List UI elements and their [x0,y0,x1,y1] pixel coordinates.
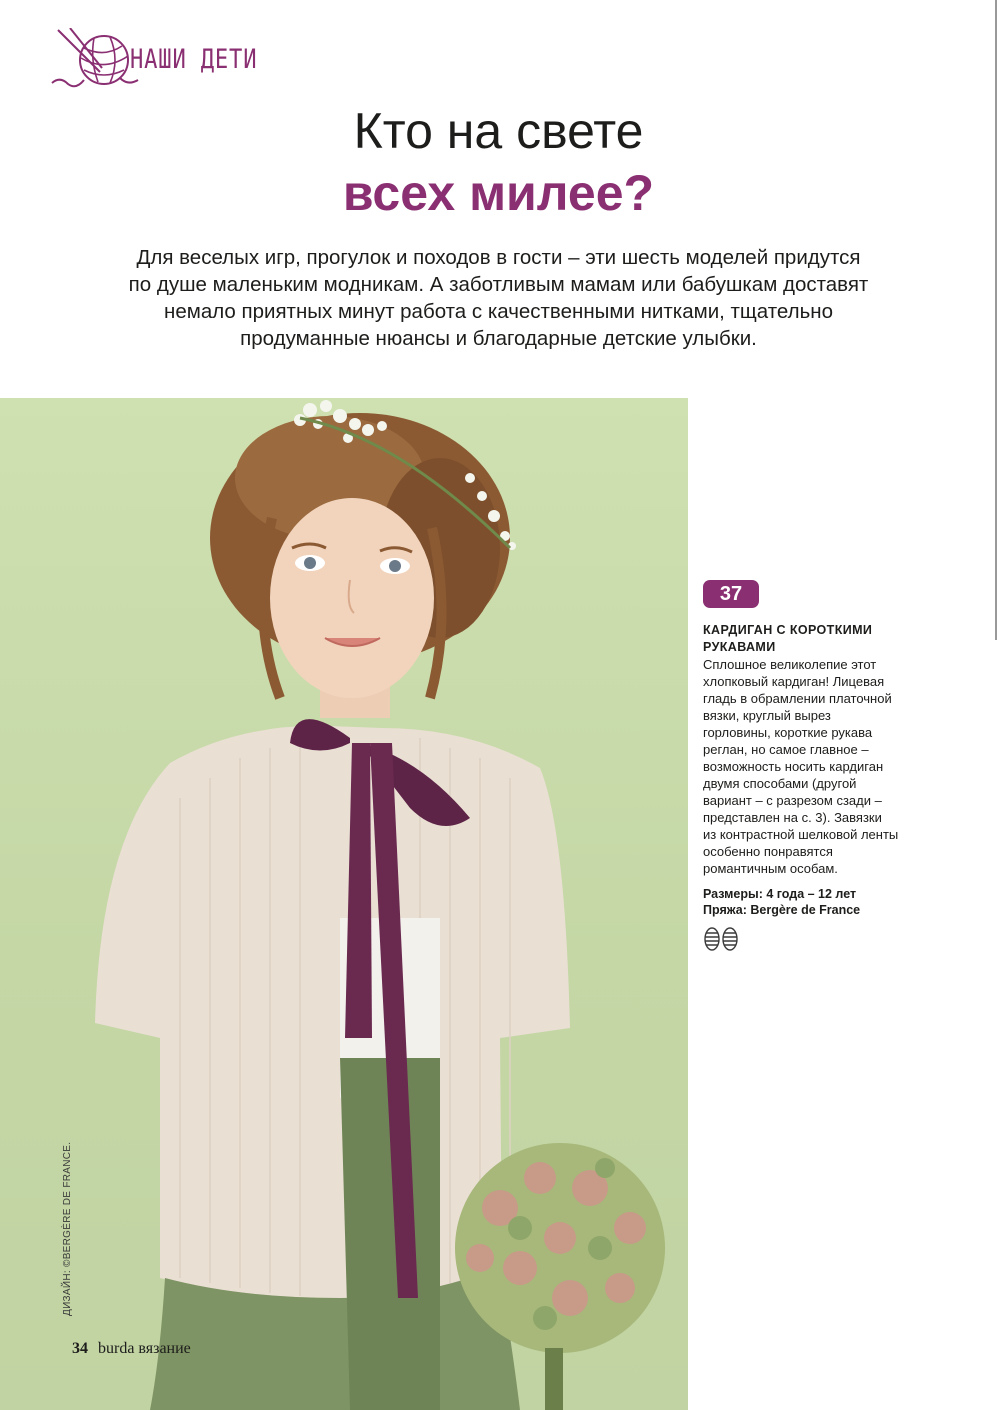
lead-line: по душе маленьким модникам. А заботливым мамам или бабушкам доставят [128,273,869,296]
description-line: возможность носить кардиган [703,759,884,774]
model-yarn: Пряжа: Bergère de France [703,902,861,917]
description-line: вариант – с разрезом сзади – [703,793,882,808]
model-specs [703,887,933,918]
description-line: вязки, круглый вырез [703,708,831,723]
photo-credit: ДИЗАЙН: ©BERGÈRE DE FRANCE. [62,1141,73,1316]
description-line: реглан, но самое главное – [703,742,869,757]
lead-line: продуманные нюансы и благодарные детские улыбки. [240,327,757,350]
lead-paragraph [80,244,917,352]
description-line: горловины, короткие рукава [703,725,873,740]
description-line: Сплошное великолепие этот [703,657,877,672]
model-photo [0,398,688,1410]
lead-line: Для веселых игр, прогулок и походов в гости – эти шесть моделей придутся [136,246,861,269]
yarn-ball-icon [50,28,140,90]
description-line: гладь в обрамлении платочной [703,691,892,706]
page-folio [72,1340,191,1358]
yarn-skeins-icon [703,926,739,952]
headline [0,100,997,224]
difficulty-indicator [703,926,933,956]
model-title-line: РУКАВАМИ [703,640,776,654]
model-title [703,622,933,656]
model-title-line: КАРДИГАН С КОРОТКИМИ [703,623,873,637]
magazine-name: burda вязание [98,1340,191,1357]
lead-line: немало приятных минут работа с качественными нитками, тщательно [164,300,833,323]
headline-line-1: Кто на свете [353,103,644,159]
description-line: хлопковый кардиган! Лицевая [703,674,885,689]
girl-in-cardigan-illustration [0,398,688,1410]
model-description [703,656,933,877]
description-line: двумя способами (другой [703,776,857,791]
description-line: романтичным особам. [703,861,838,876]
description-line: из контрастной шелковой ленты [703,827,899,842]
description-line: особенно понравятся [703,844,833,859]
page-number: 34 [72,1340,88,1357]
headline-line-2: всех милее? [342,165,655,221]
description-line: представлен на с. 3). Завязки [703,810,882,825]
model-sizes: Размеры: 4 года – 12 лет [703,887,857,901]
model-number-badge: 37 [703,580,759,608]
model-info [703,580,933,956]
section-title: НАШИ ДЕТИ [130,44,258,75]
